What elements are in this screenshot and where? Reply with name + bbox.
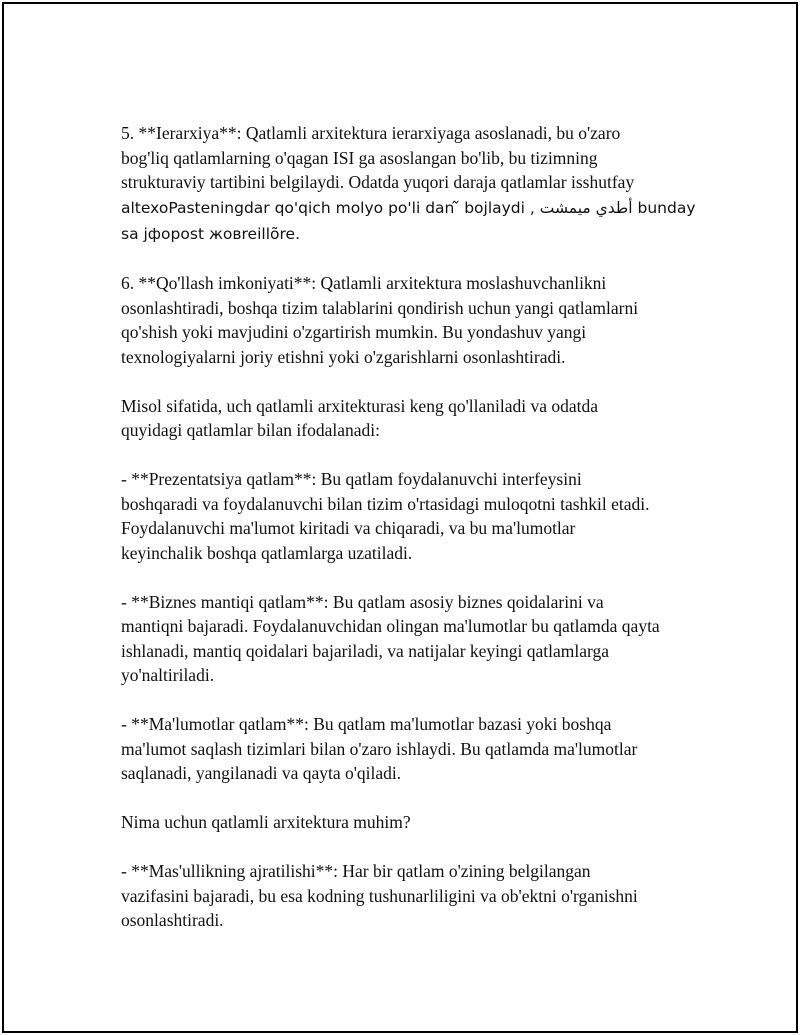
text-line: qo'shish yoki mavjudini o'zgartirish mumkin. Bu yondashuv yangi xyxy=(121,322,587,342)
text-line: boshqaradi va foydalanuvchi bilan tizim o'rtasidagi muloqotni tashkil etadi. xyxy=(121,493,650,514)
text-line: ishlanadi, mantiq qoidalari bajariladi, va natijalar keyingi qatlamlarga xyxy=(121,640,610,661)
paragraph-masullik xyxy=(121,859,701,933)
text-line: - **Ma'lumotlar qatlam**: Bu qatlam ma'lumotlar bazasi yoki boshqa xyxy=(121,714,612,734)
text-line: texnologiyalarni joriy etishni yoki o'zgarishlarni osonlashtiradi. xyxy=(121,346,566,367)
page-frame xyxy=(2,2,798,1033)
text-line: ma'lumot saqlash tizimlari bilan o'zaro ishlaydi. Bu qatlamda ma'lumotlar xyxy=(121,738,638,759)
text-line-mixed-script: altexoPasteningdar qo'qich molyo po'li dan ᷉ bojlaydi , أطدي ميمشت bunday xyxy=(121,198,696,217)
text-line: 6. **Qo'llash imkoniyati**: Qatlamli arxitektura moslashuvchanlikni xyxy=(121,273,607,293)
text-line: - **Biznes mantiqi qatlam**: Bu qatlam asosiy biznes qoidalarini va xyxy=(121,591,604,612)
text-line: Foydalanuvchi ma'lumot kiritadi va chiqaradi, va bu ma'lumotlar xyxy=(121,518,576,538)
text-line: keyinchalik boshqa qatlamlarga uzatiladi. xyxy=(121,542,413,563)
text-line: osonlashtiradi, boshqa tizim talablarini qondirish uchun yangi qatlamlarni xyxy=(121,297,639,318)
text-line: quyidagi qatlamlar bilan ifodalanadi: xyxy=(121,420,381,440)
text-line: osonlashtiradi. xyxy=(121,910,224,930)
text-line: saqlanadi, yangilanadi va qayta o'qiladi. xyxy=(121,763,402,783)
text-line: - **Prezentatsiya qatlam**: Bu qatlam foydalanuvchi interfeysini xyxy=(121,469,582,489)
paragraph-qollash-imkoniyati xyxy=(121,271,701,369)
text-line: strukturaviy tartibini belgilaydi. Odatda yuqori daraja qatlamlar isshutfay xyxy=(121,172,635,192)
paragraph-ierarxiya xyxy=(121,121,701,247)
paragraph-malumotlar xyxy=(121,712,701,786)
text-line: yo'naltiriladi. xyxy=(121,665,215,685)
text-line: vazifasini bajaradi, bu esa kodning tushunarliligini va ob'ektni o'rganishni xyxy=(121,885,638,906)
paragraph-prezentatsiya xyxy=(121,467,701,565)
paragraph-biznes-mantiqi xyxy=(121,590,701,688)
text-line-mixed-script: sa jфорost жовreillõre. xyxy=(121,224,300,243)
paragraph-question xyxy=(121,810,701,835)
text-line: Nima uchun qatlamli arxitektura muhim? xyxy=(121,812,411,832)
text-line: Misol sifatida, uch qatlamli arxitekturasi keng qo'llaniladi va odatda xyxy=(121,395,598,416)
paragraph-misol xyxy=(121,394,701,443)
document-body xyxy=(121,121,701,957)
text-line: bog'liq qatlamlarning o'qagan ISI ga asoslangan bo'lib, bu tizimning xyxy=(121,147,598,168)
text-line: 5. **Ierarxiya**: Qatlamli arxitektura ierarxiyaga asoslanadi, bu o'zaro xyxy=(121,123,621,143)
text-line: mantiqni bajaradi. Foydalanuvchidan olingan ma'lumotlar bu qatlamda qayta xyxy=(121,616,660,636)
text-line: - **Mas'ullikning ajratilishi**: Har bir qatlam o'zining belgilangan xyxy=(121,861,591,881)
